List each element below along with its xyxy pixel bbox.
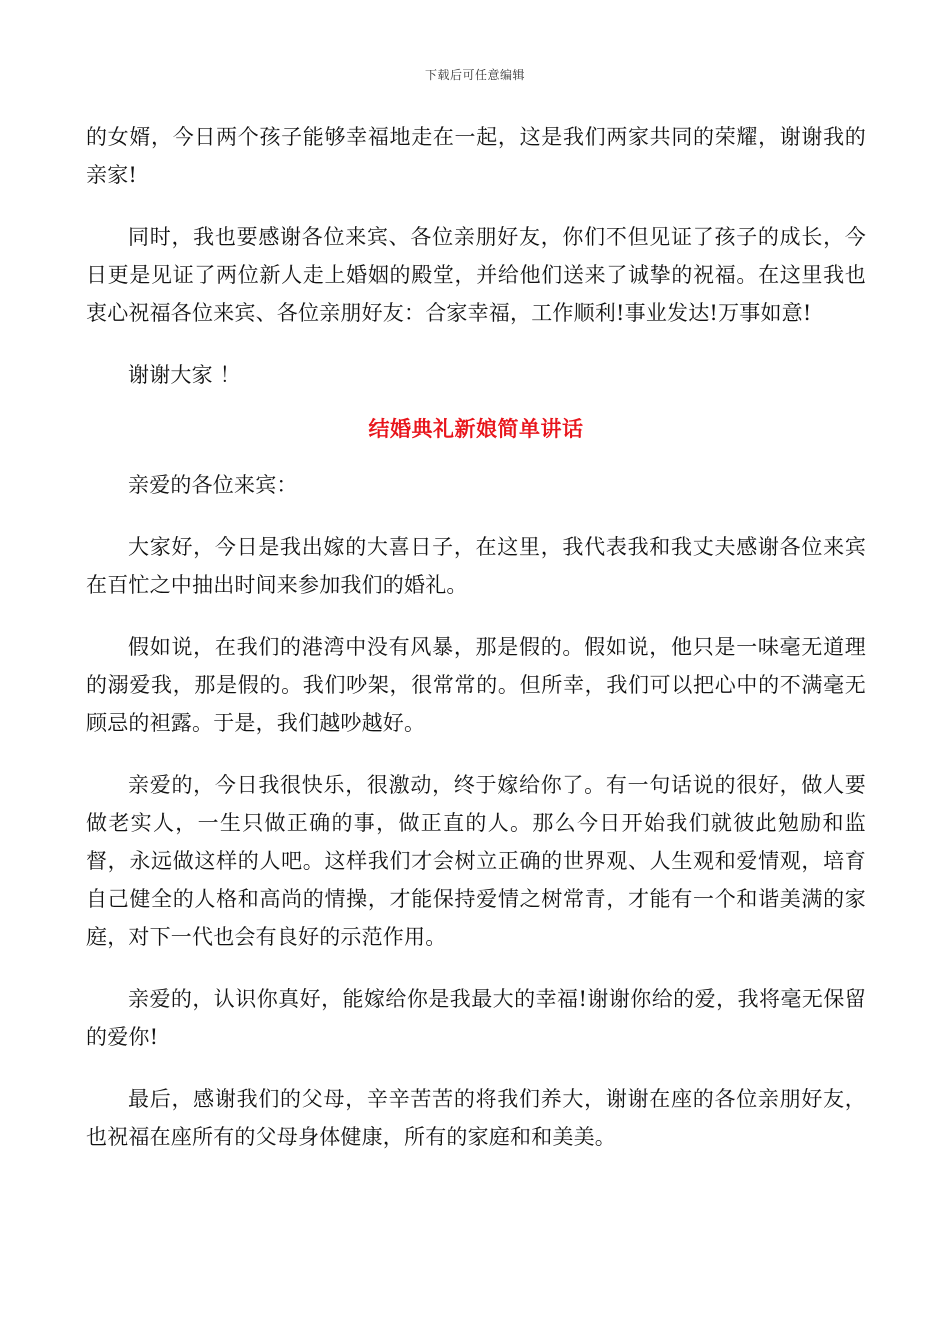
paragraph-final-thanks: 最后，感谢我们的父母，辛辛苦苦的将我们养大，谢谢在座的各位亲朋好友，也祝福在座所有的父母身体健康，所有的家庭和和美美。	[86, 1087, 866, 1149]
document-body	[86, 118, 866, 1180]
paragraph-happiness: 亲爱的，今日我很快乐，很激动，终于嫁给你了。有一句话说的很好，做人要做老实人，一生只做正确的事，做正直的人。那么今日开始我们就彼此勉励和监督，永远做这样的人吧。这样我们才会树立正确的世界观、人生观和爱情观，培育自己健全的人格和高尚的情操，才能保持爱情之树常青，才能有一个和谐美满的家庭，对下一代也会有良好的示范作用。	[86, 773, 866, 949]
paragraph-greeting: 亲爱的各位来宾：	[128, 473, 298, 497]
header-note: 下载后可任意编辑	[424, 68, 525, 82]
paragraph-closing-thanks: 谢谢大家 ！	[128, 363, 241, 387]
paragraph-thanks-guests: 同时，我也要感谢各位来宾、各位亲朋好友，你们不但见证了孩子的成长，今日更是见证了两位新人走上婚姻的殿堂，并给他们送来了诚挚的祝福。在这里我也衷心祝福各位来宾、各位亲朋好友：合家幸福，工作顺利!事业发达!万事如意!	[86, 225, 866, 325]
paragraph-continuation: 的女婿，今日两个孩子能够幸福地走在一起，这是我们两家共同的荣耀，谢谢我的亲家!	[86, 125, 866, 187]
paragraph-love: 亲爱的，认识你真好，能嫁给你是我最大的幸福!谢谢你给的爱，我将毫无保留的爱你!	[86, 987, 866, 1049]
paragraph-welcome: 大家好，今日是我出嫁的大喜日子，在这里，我代表我和我丈夫感谢各位来宾在百忙之中抽出时间来参加我们的婚礼。	[86, 535, 866, 597]
paragraph-harbor: 假如说，在我们的港湾中没有风暴，那是假的。假如说，他只是一味毫无道理的溺爱我，那是假的。我们吵架，很常常的。但所幸，我们可以把心中的不满毫无顾忌的袒露。于是，我们越吵越好。	[86, 635, 866, 735]
section-title: 结婚典礼新娘简单讲话	[368, 416, 584, 441]
